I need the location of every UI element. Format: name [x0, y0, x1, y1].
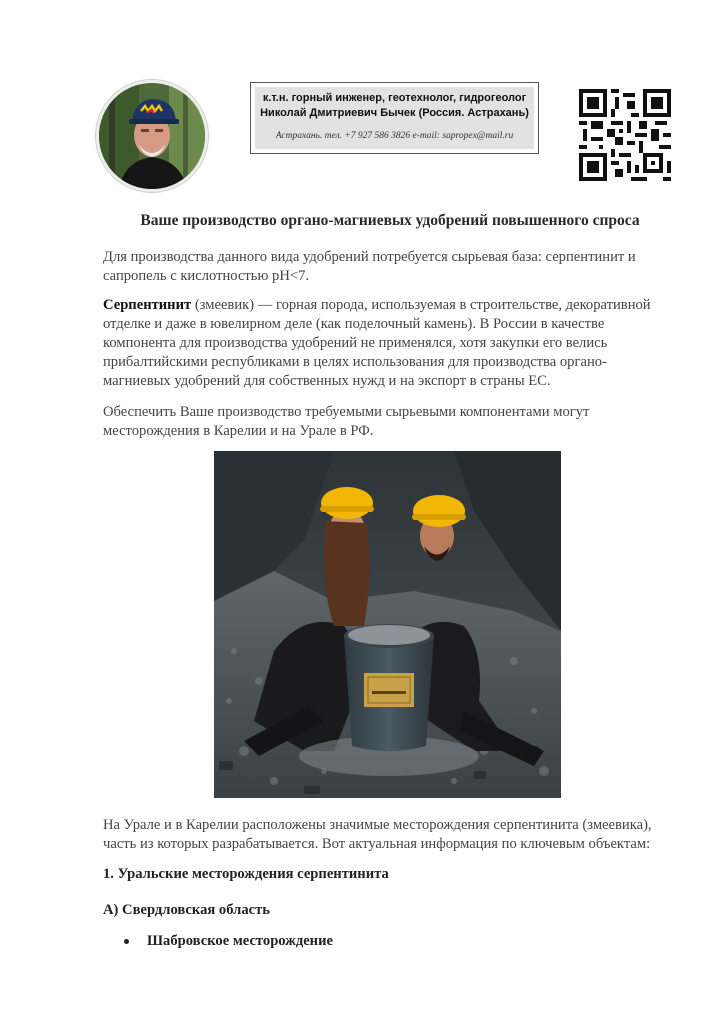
serpentinite-paragraph [103, 296, 663, 391]
serpentinite-description: (змеевик) — горная порода, используемая в строительстве, декоративной отделке и даже в ювелирном деле (как поделочный камень). В России в качестве компонента для производства удобрений не применялся, хотя закупки его велись прибалтийскими республиками в целях использования для производства органо-магниевых удобрений для собственных нужд и на экспорт в страны ЕС. [103, 297, 651, 389]
qr-code-icon [579, 89, 671, 181]
intro-paragraph: Для производства данного вида удобрений потребуется сырьевая база: серпентинит и сапропель с кислотностью рН<7. [103, 249, 636, 284]
shabrovskoe-deposit-item: Шабровское месторождение [147, 933, 333, 949]
section-sverdlovsk-heading: А) Свердловская область [103, 902, 271, 918]
serpentinite-term: Серпентинит [103, 297, 192, 313]
bullet-icon [124, 939, 129, 944]
article-title: Ваше производство органо-магниевых удобрений повышенного спроса [140, 212, 640, 229]
author-avatar [96, 80, 208, 192]
quarry-photo [214, 451, 561, 798]
author-name: Николай Дмитриевич Бычек (Россия. Астрахань) [260, 107, 529, 119]
deposits-intro-paragraph: Обеспечить Ваше производство требуемыми сырьевыми компонентами могут месторождения в Карелии и на Урале в РФ. [103, 404, 590, 439]
author-card-body [255, 87, 534, 149]
author-credentials: к.т.н. горный инженер, геотехнолог, гидрогеолог [262, 92, 527, 104]
author-contact: Астрахань. тел. +7 927 586 3826 e-mail: sapropex@mail.ru [275, 131, 514, 141]
author-portrait-icon [99, 83, 205, 189]
quarry-workers-photo-icon [214, 451, 561, 798]
deposits-overview-paragraph: На Урале и в Карелии расположены значимые месторождения серпентинита (змеевика), часть из которых разрабатывается. Вот актуальная информация по ключевым объектам: [103, 817, 652, 852]
qr-code[interactable] [579, 89, 671, 181]
author-card [250, 82, 539, 154]
section-ural-heading: 1. Уральские месторождения серпентинита [103, 866, 389, 882]
